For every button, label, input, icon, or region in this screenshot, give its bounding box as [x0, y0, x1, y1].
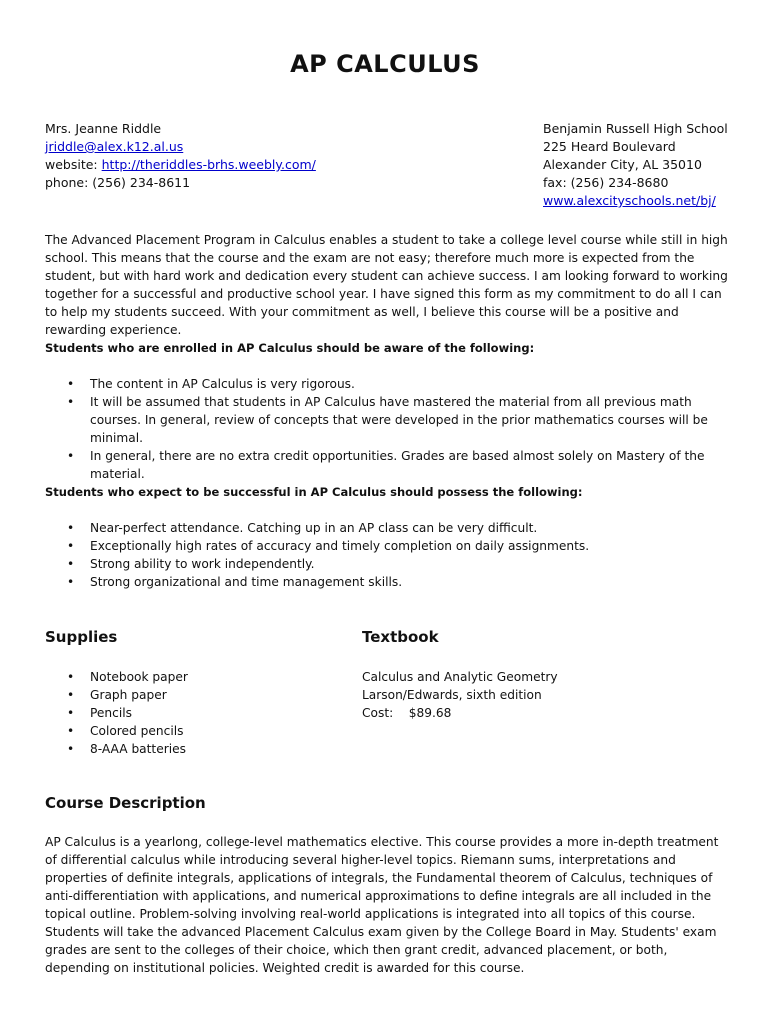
possess-list: [45, 519, 735, 591]
list-item: • Colored pencils: [67, 724, 184, 738]
textbook-block: [362, 668, 558, 722]
bullet-icon: •: [67, 557, 75, 571]
aware-heading: Students who are enrolled in AP Calculus should be aware of the following:: [45, 341, 535, 355]
textbook-heading: Textbook: [362, 628, 439, 646]
bullet-icon: •: [67, 670, 75, 684]
intro-paragraph: The Advanced Placement Program in Calculus enables a student to take a college level course while still in high school. This means that the course and the exam are not easy; therefore much more is expected from the student, but with hard work and dedication every student can achieve success. I am looking forward to working together for a successful and productive school year. I have signed this form as my commitment to do all I can to help my students succeed. With your commitment as well, I believe this course will be a positive and rewarding experience.: [45, 233, 728, 337]
teacher-name: Mrs. Jeanne Riddle: [45, 121, 162, 136]
cost-label: Cost:: [362, 706, 394, 720]
course-description-paragraph: AP Calculus is a yearlong, college-level mathematics elective. This course provides a more in-depth treatment of differential calculus while introducing several higher-level topics. Riemann sums, interpretations and properties of definite integrals, applications of integrals, the Fundamental theorem of Calculus, techniques of anti-differentiation with applications, and numerical approximations to define integrals are all included in the topical outline. Problem-solving involving real-world applications is integrated into all topics of this course. Students will take the advanced Placement Calculus exam given by the College Board in May. Students' exam grades are sent to the colleges of their choice, which then grant credit, advanced placement, or both, depending on institutional policies. Weighted credit is awarded for this course.: [45, 835, 719, 975]
list-item: • Exceptionally high rates of accuracy and timely completion on daily assignments.: [67, 539, 590, 553]
list-item: • Strong ability to work independently.: [67, 557, 315, 571]
bullet-icon: •: [67, 742, 75, 756]
list-item: • 8-AAA batteries: [67, 742, 186, 756]
website-label: website:: [45, 157, 98, 172]
bullet-icon: •: [67, 706, 75, 720]
list-item: • Notebook paper: [67, 670, 188, 684]
cost-value: $89.68: [408, 706, 452, 720]
bullet-icon: •: [67, 395, 75, 409]
bullet-icon: •: [67, 521, 75, 535]
teacher-contact-block: [45, 120, 316, 192]
bullet-icon: •: [67, 575, 75, 589]
possess-heading: Students who expect to be successful in AP Calculus should possess the following:: [45, 485, 583, 499]
website-line: [45, 156, 316, 174]
list-item: • It will be assumed that students in AP Calculus have mastered the material from all previous math courses. In general, review of concepts that were developed in the prior mathematics courses will be minimal.: [67, 395, 708, 445]
school-city: Alexander City, AL 35010: [543, 157, 702, 172]
bullet-icon: •: [67, 688, 75, 702]
list-item: • The content in AP Calculus is very rigorous.: [67, 377, 355, 391]
textbook-title: Calculus and Analytic Geometry: [362, 670, 558, 684]
website-link[interactable]: http://theriddles-brhs.weebly.com/: [101, 157, 316, 172]
email-link[interactable]: jriddle@alex.k12.al.us: [45, 139, 184, 154]
textbook-author: Larson/Edwards, sixth edition: [362, 688, 542, 702]
course-description-heading: Course Description: [45, 794, 206, 812]
bullet-icon: •: [67, 539, 75, 553]
school-website-link[interactable]: www.alexcityschools.net/bj/: [543, 193, 716, 208]
school-contact-block: [543, 120, 728, 210]
bullet-icon: •: [67, 377, 75, 391]
supplies-list: [45, 668, 345, 758]
bullet-icon: •: [67, 449, 75, 463]
bullet-icon: •: [67, 724, 75, 738]
school-name: Benjamin Russell High School: [543, 121, 728, 136]
textbook-cost: [362, 704, 558, 722]
list-item: • In general, there are no extra credit opportunities. Grades are based almost solely on Mastery of the material.: [67, 449, 705, 481]
list-item: • Strong organizational and time management skills.: [67, 575, 403, 589]
supplies-heading: Supplies: [45, 628, 118, 646]
list-item: • Near-perfect attendance. Catching up in an AP class can be very difficult.: [67, 521, 538, 535]
list-item: • Graph paper: [67, 688, 167, 702]
school-address: 225 Heard Boulevard: [543, 139, 676, 154]
teacher-phone: phone: (256) 234-8611: [45, 175, 191, 190]
list-item: • Pencils: [67, 706, 132, 720]
school-fax: fax: (256) 234-8680: [543, 175, 669, 190]
page-title: AP CALCULUS: [290, 50, 480, 78]
aware-list: [45, 375, 735, 483]
